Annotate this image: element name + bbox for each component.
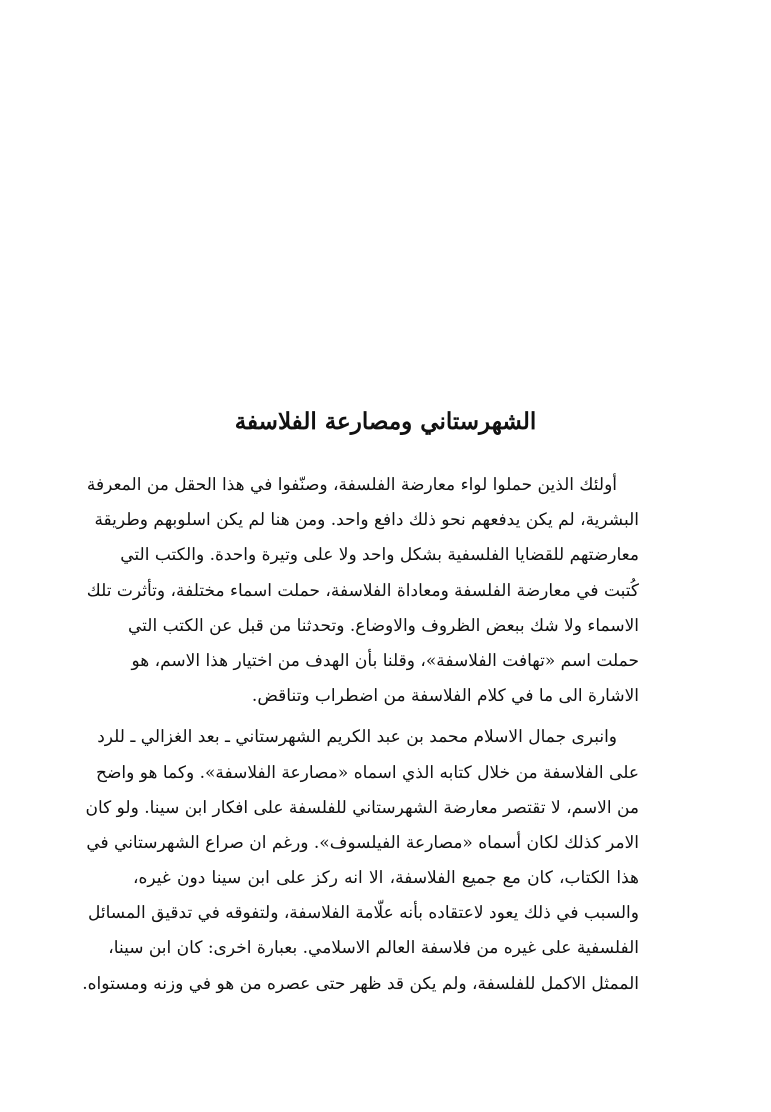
text-line: من الاسم، لا تقتصر معارضة الشهرستاني للفلسفة على افكار ابن سينا. ولو كان bbox=[85, 797, 639, 818]
text-line: البشرية، لم يكن يدفعهم نحو ذلك دافع واحد. ومن هنا لم يكن اسلوبهم وطريقة bbox=[94, 510, 639, 531]
text-line: وانبرى جمال الاسلام محمد بن عبد الكريم الشهرستاني ـ بعد الغزالي ـ للرد bbox=[97, 727, 617, 748]
chapter-title: الشهرستاني ومصارعة الفلاسفة bbox=[234, 408, 537, 435]
paragraph-1 bbox=[86, 468, 639, 714]
text-line: هذا الكتاب، كان مع جميع الفلاسفة، الا انه ركز على ابن سينا دون غيره، bbox=[133, 868, 639, 889]
text-line: والسبب في ذلك يعود لاعتقاده بأنه علّامة الفلاسفة، ولتفوقه في تدقيق المسائل bbox=[88, 903, 639, 924]
text-line: الاسماء ولا شك ببعض الظروف والاوضاع. وتحدثنا من قبل عن الكتب التي bbox=[128, 615, 639, 636]
text-line: الممثل الاكمل للفلسفة، ولم يكن قد ظهر حتى عصره من هو في وزنه ومستواه. bbox=[82, 973, 639, 994]
body-text bbox=[82, 468, 639, 1002]
paragraph-2 bbox=[82, 720, 639, 1002]
text-line: أولئك الذين حملوا لواء معارضة الفلسفة، وصنّفوا في هذا الحقل من المعرفة bbox=[86, 475, 617, 495]
text-line: كُتبت في معارضة الفلسفة ومعاداة الفلاسفة، حملت اسماء مختلفة، وتأثرت تلك bbox=[86, 580, 639, 601]
text-line: على الفلاسفة من خلال كتابه الذي اسماه «مصارعة الفلاسفة». وكما هو واضح bbox=[95, 762, 639, 783]
text-line: معارضتهم للقضايا الفلسفية بشكل واحد ولا على وتيرة واحدة. والكتب التي bbox=[120, 545, 639, 566]
text-line: الاشارة الى ما في كلام الفلاسفة من اضطراب وتناقض. bbox=[251, 686, 639, 707]
text-line: حملت اسم «تهافت الفلاسفة»، وقلنا بأن الهدف من اختيار هذا الاسم، هو bbox=[131, 650, 639, 671]
text-line: الامر كذلك لكان أسماه «مصارعة الفيلسوف». ورغم ان صراع الشهرستاني في bbox=[86, 832, 639, 853]
text-line: الفلسفية على غيره من فلاسفة العالم الاسلامي. بعبارة اخرى: كان ابن سينا، bbox=[108, 938, 639, 959]
